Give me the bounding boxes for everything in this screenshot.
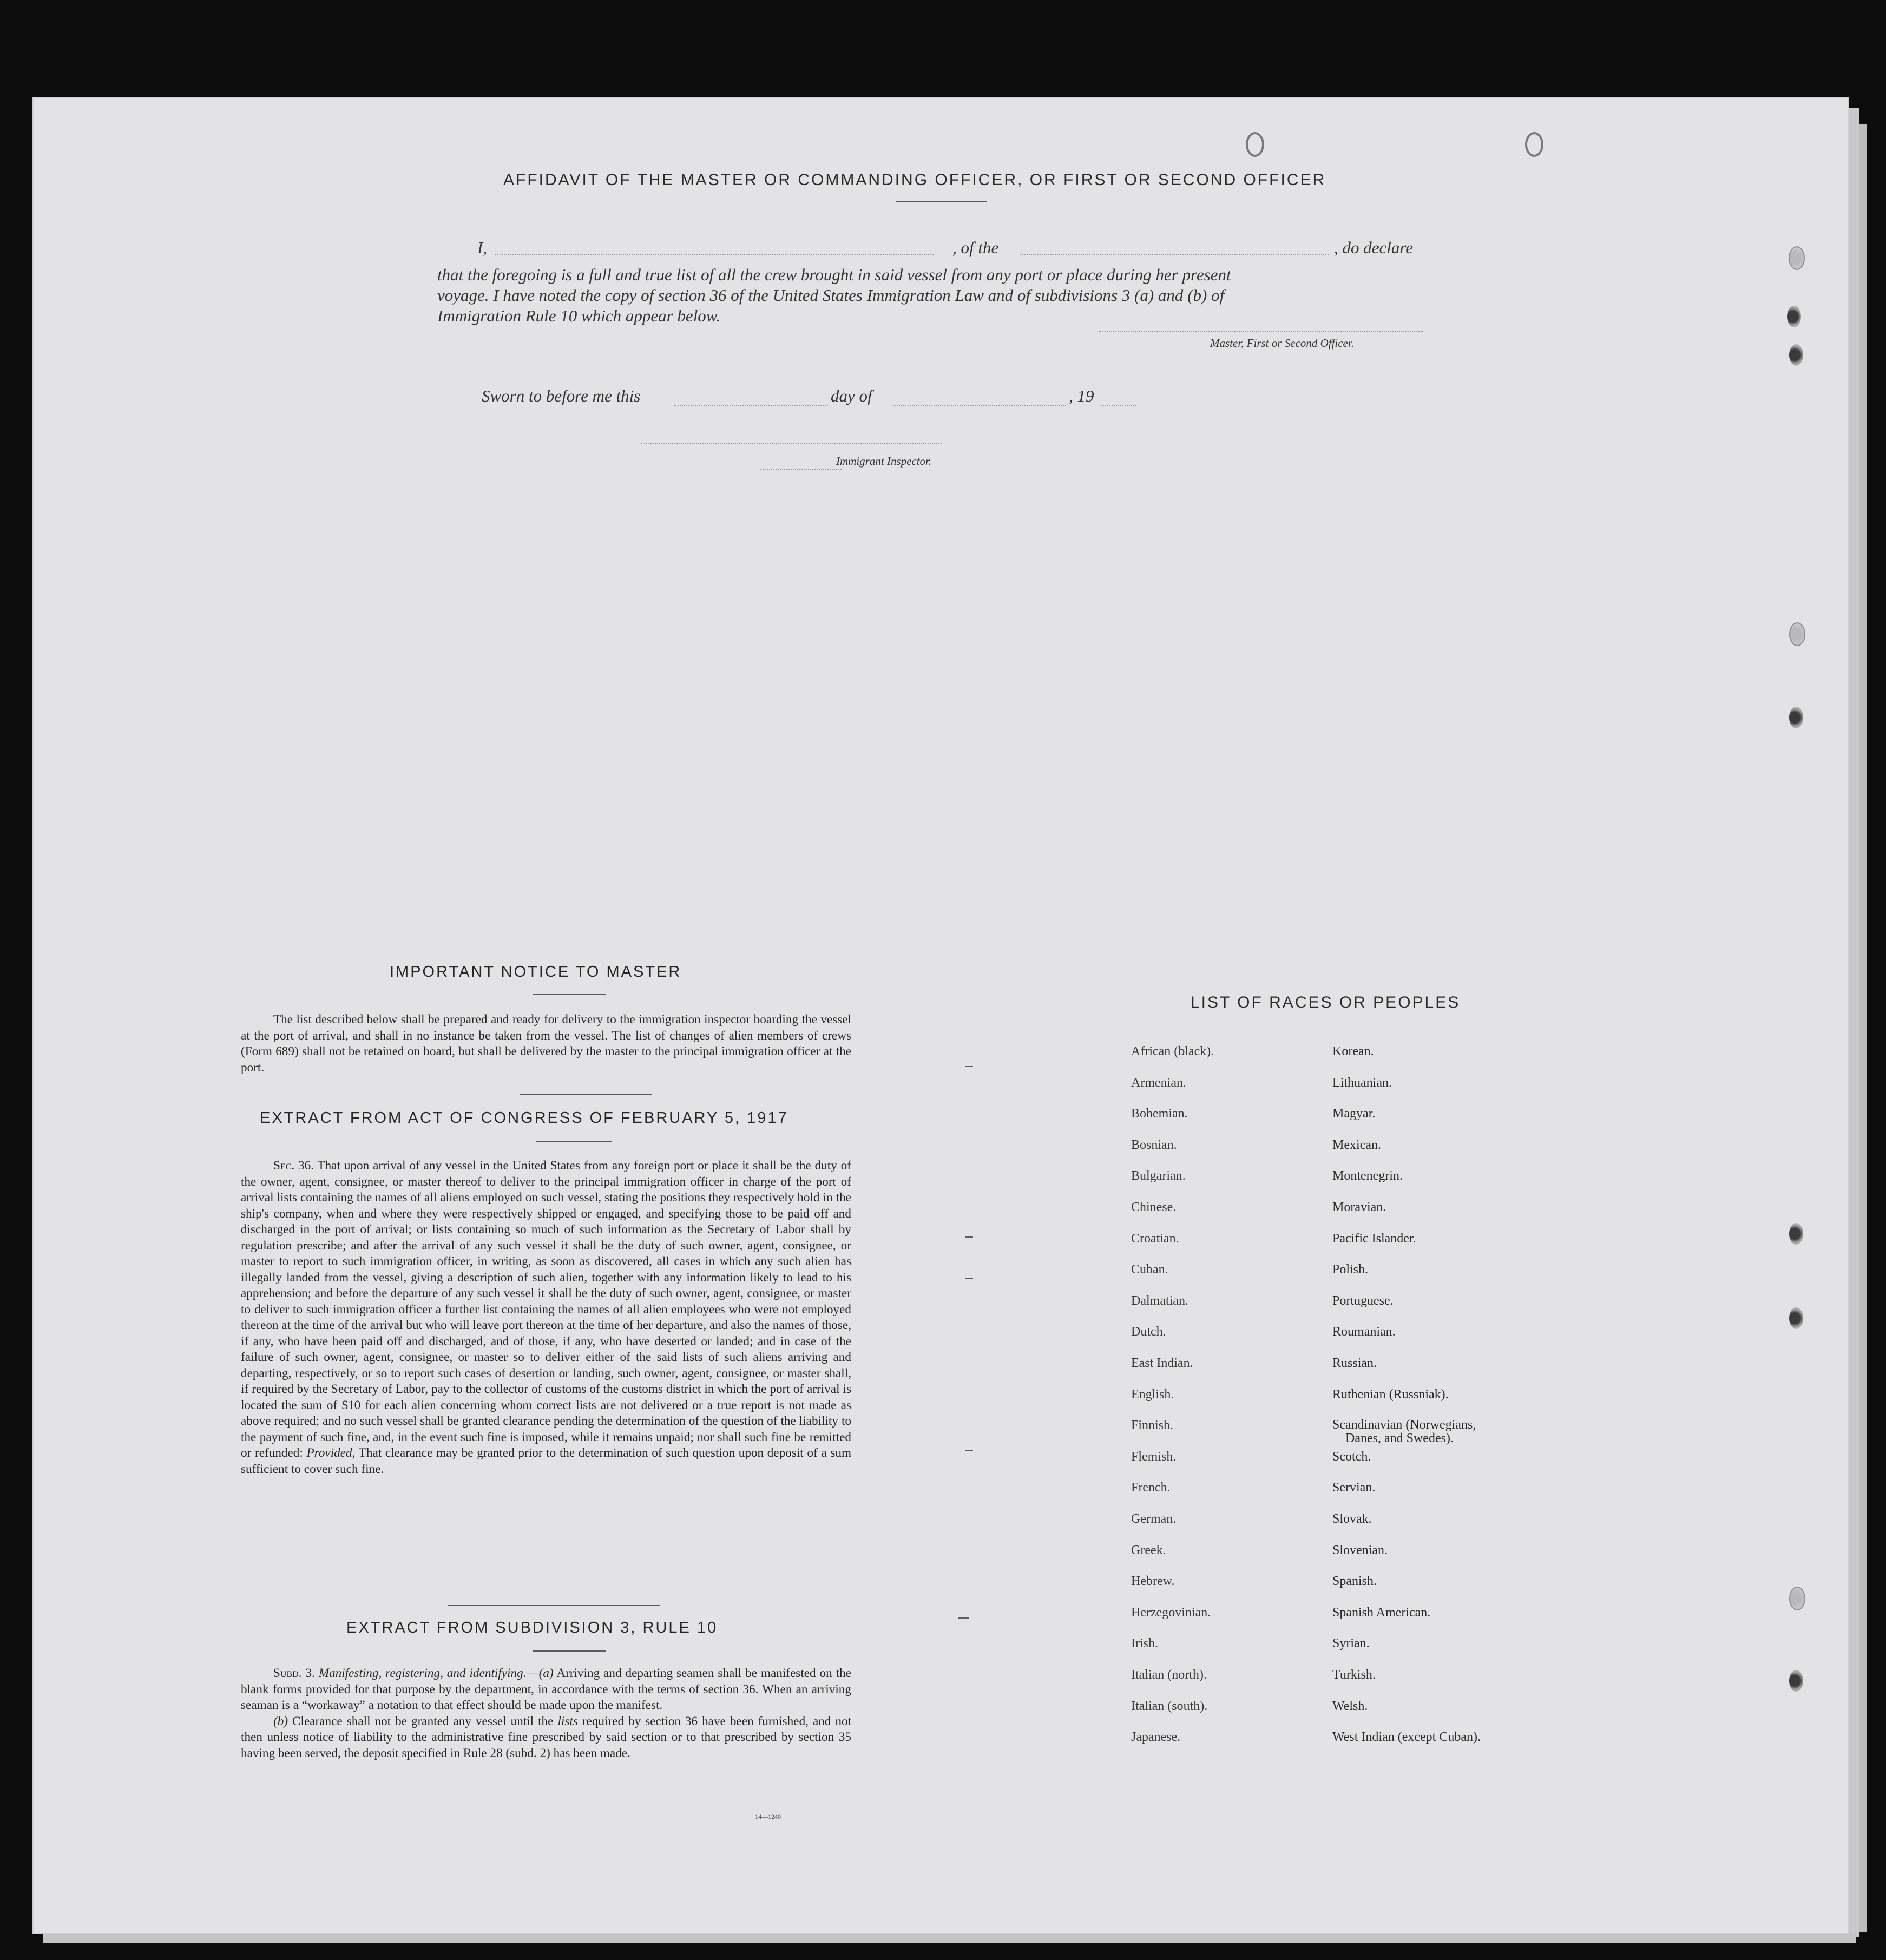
- race-label: Syrian.: [1332, 1636, 1370, 1650]
- race-label: Magyar.: [1332, 1107, 1376, 1121]
- race-item: [1131, 1418, 1173, 1433]
- race-label: Lithuanian.: [1332, 1076, 1392, 1090]
- race-item: [1131, 1450, 1176, 1464]
- race-item: [1131, 1169, 1186, 1183]
- race-item: [1332, 1574, 1377, 1589]
- race-item: [1131, 1543, 1166, 1558]
- punch-hole-icon: [1789, 246, 1805, 270]
- margin-mark: [965, 1278, 973, 1279]
- race-item: [1131, 1262, 1168, 1277]
- race-label: German.: [1131, 1512, 1177, 1526]
- subd-a-text: Arriving and departing seamen shall be manifested on the blank forms provided for that purpose by the department, in accordance with the terms of section 36. When an arriving seaman is a “workaway” a notation to that effect should be made upon the manifest.: [241, 1666, 851, 1712]
- divider: [533, 994, 606, 995]
- race-label: Korean.: [1332, 1044, 1374, 1058]
- race-item: [1332, 1325, 1396, 1339]
- punch-hole-icon: [1789, 344, 1803, 366]
- race-label: Hebrew.: [1131, 1574, 1175, 1588]
- notice-title: IMPORTANT NOTICE TO MASTER: [390, 963, 682, 981]
- act-title: EXTRACT FROM ACT OF CONGRESS OF FEBRUARY 5, 1917: [260, 1109, 788, 1127]
- act-body: [241, 1158, 851, 1477]
- race-label: West Indian (except Cuban).: [1332, 1730, 1481, 1744]
- race-label: Italian (south).: [1131, 1699, 1208, 1713]
- race-item: [1131, 1512, 1176, 1527]
- race-item: [1332, 1294, 1394, 1308]
- race-item: [1131, 1574, 1174, 1589]
- punch-hole-icon: [1789, 707, 1803, 728]
- race-item: [1332, 1044, 1374, 1059]
- race-label: Scotch.: [1332, 1450, 1371, 1464]
- race-item: [1131, 1636, 1158, 1651]
- punch-hole-icon: [1789, 622, 1805, 646]
- affidavit-line: that the foregoing is a full and true list of all the crew brought in said vessel from any port or place during her present: [437, 265, 1231, 284]
- vessel-blank: [1020, 254, 1329, 255]
- act-text-end: That clearance may be granted prior to the determination of such question upon deposit of a sum sufficient to cover such fine.: [241, 1446, 852, 1476]
- year-blank: [1101, 405, 1136, 406]
- margin-mark: [965, 1450, 973, 1451]
- race-label: Spanish.: [1332, 1574, 1377, 1588]
- affidavit-title: AFFIDAVIT OF THE MASTER OR COMMANDING OFFICER, OR FIRST OR SECOND OFFICER: [503, 171, 1326, 189]
- subd-b-label: (b): [273, 1714, 288, 1728]
- race-item: [1332, 1512, 1372, 1527]
- punch-hole-icon: [1789, 1223, 1803, 1245]
- race-item: [1131, 1138, 1177, 1153]
- race-label: Slovenian.: [1332, 1543, 1388, 1557]
- punch-hole-icon: [1789, 1670, 1803, 1692]
- notice-body: [241, 1012, 851, 1076]
- race-label: Pacific Islander.: [1332, 1232, 1416, 1246]
- race-label: Mexican.: [1332, 1138, 1381, 1152]
- margin-mark: [965, 1066, 973, 1067]
- inspector-signature-line: [760, 469, 842, 470]
- race-label: Irish.: [1131, 1636, 1158, 1650]
- race-label: Welsh.: [1332, 1699, 1368, 1713]
- race-item: [1332, 1107, 1375, 1121]
- race-item: [1131, 1232, 1179, 1246]
- race-label: Portuguese.: [1332, 1294, 1394, 1308]
- divider: [520, 1094, 652, 1095]
- race-item: [1131, 1076, 1186, 1090]
- race-item: [1131, 1387, 1174, 1402]
- race-label: Bohemian.: [1131, 1107, 1188, 1121]
- race-label: Dutch.: [1131, 1325, 1166, 1339]
- race-label: East Indian.: [1131, 1356, 1193, 1370]
- race-item: [1332, 1606, 1430, 1620]
- race-label: African (black).: [1131, 1044, 1214, 1058]
- sec-label: Sec. 36.: [273, 1159, 314, 1173]
- race-label: Croatian.: [1131, 1232, 1179, 1246]
- affidavit-do-declare: , do declare: [1334, 238, 1414, 257]
- affidavit-line: voyage. I have noted the copy of section 36 of the United States Immigration Law and of subdivisions 3 (a) and (b) of: [437, 286, 1225, 305]
- race-label: Bosnian.: [1131, 1138, 1177, 1152]
- page-edge: [1859, 124, 1867, 1932]
- race-item: [1131, 1668, 1207, 1682]
- punch-hole-icon: [1246, 132, 1264, 157]
- race-item: [1131, 1606, 1211, 1620]
- subd-b-text: Clearance shall not be granted any vessel until the: [292, 1714, 554, 1728]
- race-label: Turkish.: [1332, 1668, 1376, 1682]
- race-item: [1332, 1262, 1368, 1277]
- rule-title: EXTRACT FROM SUBDIVISION 3, RULE 10: [346, 1619, 718, 1636]
- race-label: Polish.: [1332, 1262, 1369, 1277]
- punch-hole-icon: [1525, 132, 1543, 157]
- race-label: Moravian.: [1332, 1200, 1386, 1214]
- race-item: [1332, 1450, 1371, 1464]
- race-label: Greek.: [1131, 1543, 1166, 1557]
- race-label: Ruthenian (Russniak).: [1332, 1387, 1449, 1402]
- year-text: , 19: [1069, 386, 1094, 405]
- race-item: [1131, 1325, 1166, 1339]
- divider: [896, 201, 987, 202]
- race-label: Chinese.: [1131, 1200, 1177, 1214]
- race-label: Servian.: [1332, 1481, 1376, 1495]
- race-item: [1332, 1169, 1403, 1183]
- race-item: [1131, 1730, 1180, 1745]
- month-blank: [893, 405, 1066, 406]
- race-item: [1131, 1481, 1171, 1495]
- lists-word: lists: [557, 1714, 578, 1728]
- master-signature-label: Master, First or Second Officer.: [1210, 337, 1354, 350]
- race-label: Russian.: [1332, 1356, 1377, 1370]
- provided-word: Provided,: [306, 1446, 356, 1460]
- affidavit-line: Immigration Rule 10 which appear below.: [437, 306, 720, 325]
- race-label: Finnish.: [1131, 1418, 1174, 1432]
- rule-body: Subd. 3. Manifesting, registering, and identifying.—(a) Arriving and departing seamen shall be manifested on the blank forms provided for that purpose by the department, in accordance with the terms of section 36. When an arriving seaman is a “workaway” a notation to that effect should be made upon the manifest. (b) Clearance shall not be granted any vessel until the lists required by section 36 have been furnished, and not then unless notice of liability to the administrative fine prescribed by said section or to that prescribed by section 35 having been served, the deposit specified in Rule 28 (subd. 2) has been made.: [241, 1666, 852, 1760]
- race-label: Cuban.: [1131, 1262, 1168, 1277]
- subd-heading: Manifesting, registering, and identifying.: [318, 1666, 527, 1680]
- race-label: Herzegovinian.: [1131, 1606, 1211, 1620]
- race-label: Dalmatian.: [1131, 1294, 1188, 1308]
- race-label: Bulgarian.: [1131, 1169, 1186, 1183]
- race-label: Montenegrin.: [1332, 1169, 1403, 1183]
- race-item: [1131, 1044, 1214, 1059]
- race-item: [1332, 1200, 1386, 1215]
- affidavit-of-the: , of the: [952, 238, 999, 257]
- subd-label: Subd. 3.: [273, 1666, 315, 1680]
- race-item: [1332, 1481, 1375, 1495]
- day-of-text: day of: [831, 386, 872, 405]
- race-item: [1332, 1730, 1481, 1745]
- inspector-signature-line: [641, 443, 942, 444]
- race-label: French.: [1131, 1481, 1171, 1495]
- day-blank: [674, 405, 828, 406]
- name-blank: [495, 254, 934, 255]
- race-item: [1131, 1294, 1188, 1308]
- subd-a-label: (a): [538, 1666, 554, 1680]
- punch-hole-icon: [1789, 1587, 1805, 1610]
- race-label: Slovak.: [1332, 1512, 1372, 1526]
- page-edge: [43, 1933, 1856, 1943]
- races-title: LIST OF RACES OR PEOPLES: [1191, 994, 1461, 1011]
- race-item: [1332, 1356, 1377, 1371]
- race-item: [1332, 1699, 1368, 1714]
- race-label: Japanese.: [1131, 1730, 1181, 1744]
- race-label: Armenian.: [1131, 1076, 1186, 1090]
- race-label: Italian (north).: [1131, 1668, 1207, 1682]
- divider: [448, 1605, 660, 1606]
- margin-mark: [965, 1236, 973, 1238]
- master-signature-line: [1099, 331, 1423, 332]
- race-label-continuation: Danes, and Swedes).: [1345, 1431, 1454, 1445]
- inspector-signature-label: Immigrant Inspector.: [836, 455, 932, 468]
- divider: [536, 1141, 612, 1142]
- race-item: [1332, 1232, 1416, 1246]
- divider: [533, 1650, 606, 1652]
- affidavit-pronoun: I,: [477, 238, 488, 257]
- race-label: Roumanian.: [1332, 1325, 1396, 1339]
- punch-hole-icon: [1787, 306, 1801, 327]
- race-item: [1332, 1387, 1449, 1402]
- notice-text: The list described below shall be prepared and ready for delivery to the immigration inspector boarding the vessel at the port of arrival, and shall in no instance be taken from the vessel. The list of changes of alien members of crews (Form 689) shall not be retained on board, but shall be delivered by the master to the principal immigration officer at the port.: [241, 1012, 851, 1075]
- act-text: That upon arrival of any vessel in the United States from any foreign port or place it shall be the duty of the owner, agent, consignee, or master thereof to deliver to the principal immigration officer in charge of the port of arrival lists containing the names of all aliens employed on such vessel, stating the positions they respectively hold in the ship's company, when and where they were respectively shipped or engaged, and specifying those to be paid off and discharged in the port of arrival; or lists containing so much of such information as the Secretary of Labor shall by regulation prescribe; and after the arrival of any such vessel it shall be the duty of such owner, agent, consignee, or master to report to such immigration officer, in writing, as soon as discovered, all cases in which any such alien has illegally landed from the vessel, giving a description of such alien, together with any information likely to lead to his apprehension; and before the departure of any such vessel it shall be the duty of such owner, agent, consignee, or master to deliver to such immigration officer a further list containing the names of all alien employees who were not employed thereon at the time of the arrival but who will leave port thereon at the time of her departure, and also the names of those, if any, who have been paid off and discharged, and of those, if any, who have deserted or landed; and in case of the failure of such owner, agent, consignee, or master so to deliver either of the said lists of such aliens arriving and departing, respectively, or so to report such cases of desertion or landing, such owner, agent, consignee, or master shall, if required by the Secretary of Labor, pay to the collector of customs of the customs district in which the port of arrival is located the sum of $10 for each alien concerning whom correct lists are not delivered or a true report is not made as above required; and no such vessel shall be granted clearance pending the determination of the question of the liability to the payment of such fine, and, in the event such fine is imposed, while it remains unpaid; nor shall such fine be remitted or refunded:: [241, 1159, 851, 1460]
- race-label: English.: [1131, 1387, 1174, 1402]
- form-number: 14—1240: [755, 1813, 781, 1820]
- race-item: [1332, 1138, 1381, 1153]
- margin-mark: [958, 1617, 969, 1619]
- sworn-text: Sworn to before me this: [482, 386, 641, 405]
- race-item: [1332, 1668, 1376, 1682]
- race-item: [1131, 1699, 1207, 1714]
- race-item: [1332, 1418, 1476, 1445]
- race-item: [1131, 1107, 1188, 1121]
- race-item: [1131, 1200, 1176, 1215]
- race-item: [1332, 1076, 1392, 1090]
- race-label: Spanish American.: [1332, 1606, 1431, 1620]
- race-item: [1332, 1636, 1370, 1651]
- race-item: [1332, 1543, 1388, 1558]
- race-label: Flemish.: [1131, 1450, 1177, 1464]
- punch-hole-icon: [1789, 1307, 1803, 1329]
- race-label: Scandinavian (Norwegians,: [1332, 1418, 1476, 1432]
- race-item: [1131, 1356, 1193, 1371]
- page-edge: [1848, 108, 1859, 1937]
- subd-b-text-end: required by section 36 have been furnished, and not then unless notice of liability to the administrative fine prescribed by said section or to that prescribed by section 35 having been served, the deposit specified in Rule 28 (subd. 2) has been made.: [241, 1714, 852, 1760]
